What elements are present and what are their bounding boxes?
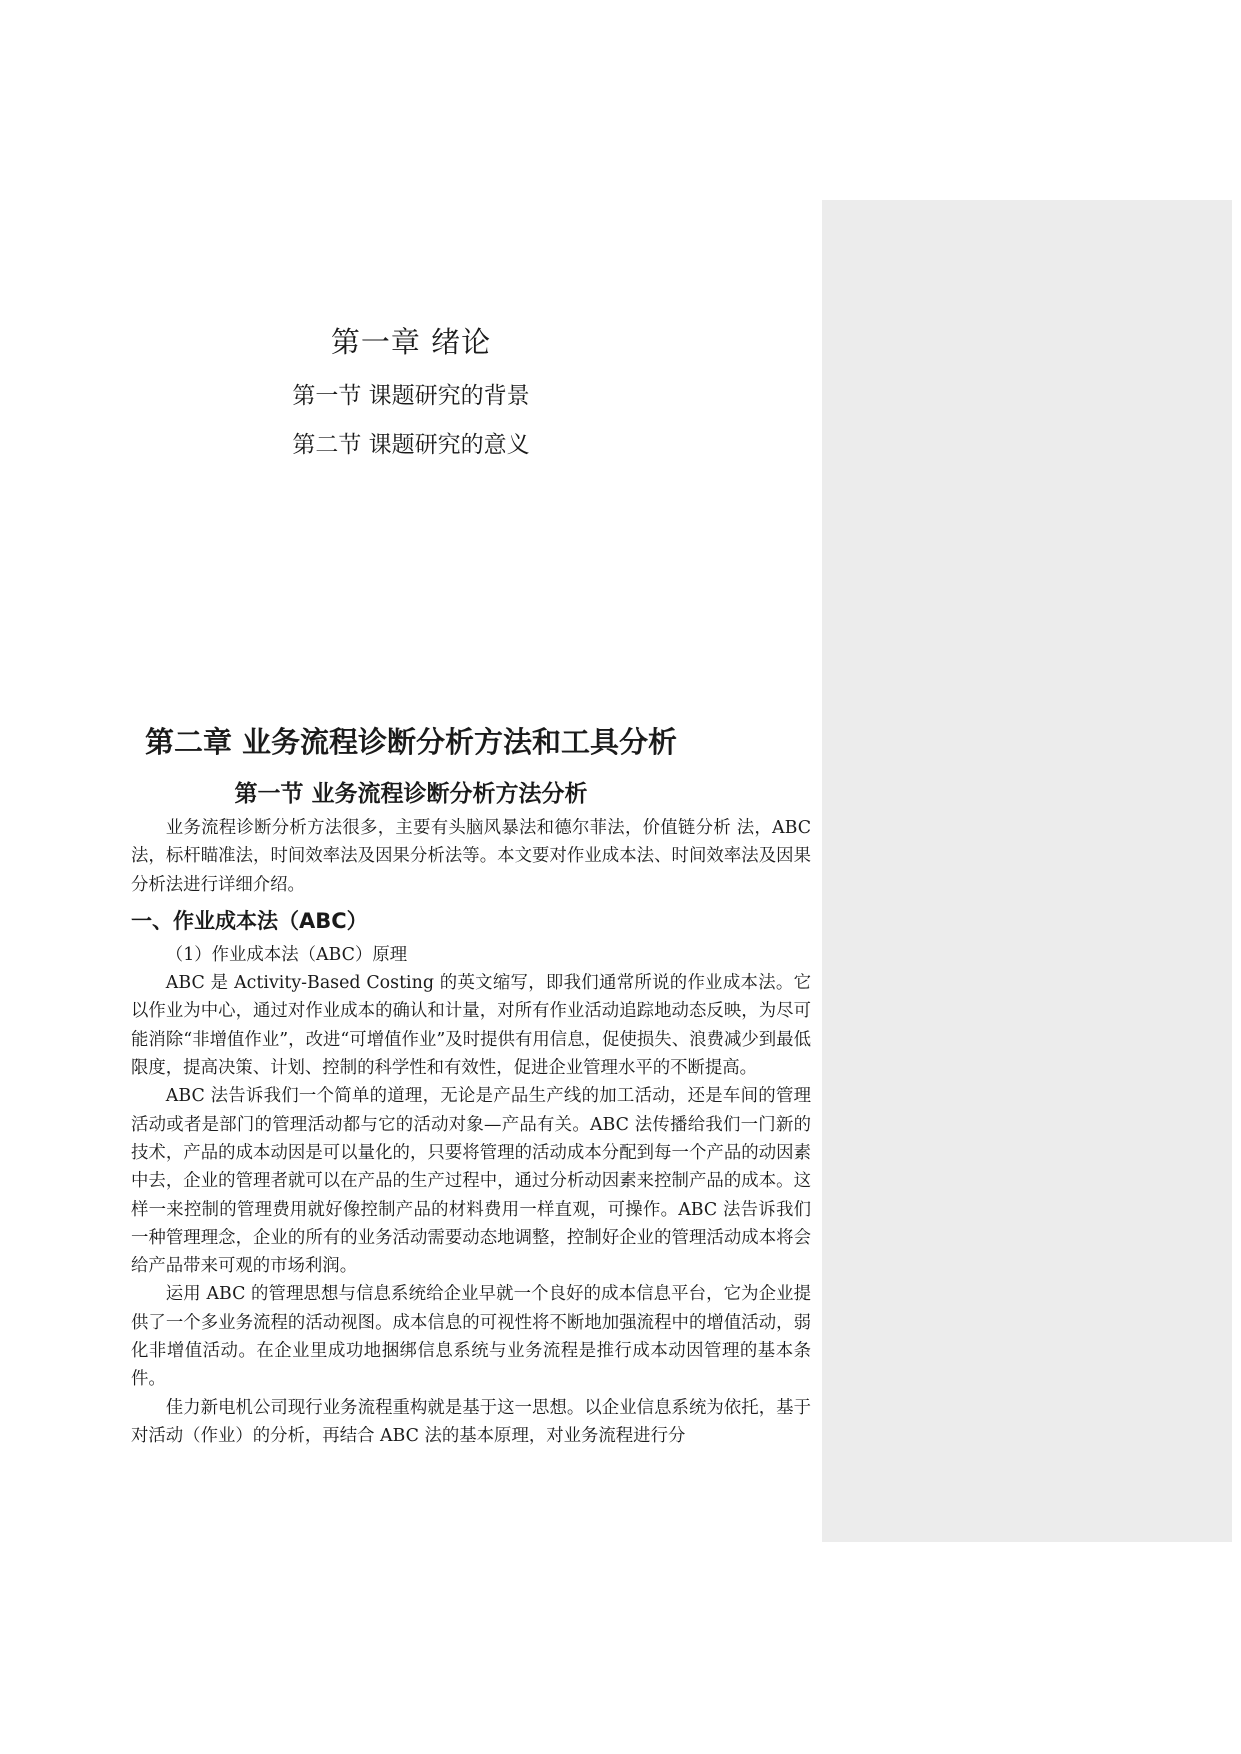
abc-principle-subheading: （1）作业成本法（ABC）原理 bbox=[165, 944, 408, 965]
intro-paragraph: 业务流程诊断分析方法很多，主要有头脑风暴法和德尔菲法，价值链分析 法，ABC 法，标杆瞄准法，时间效率法及因果分析法等。本文要对作业成本法、时间效率法及因果分析法进行详细介绍。 bbox=[131, 818, 811, 895]
chapter2-title: 第二章 业务流程诊断分析方法和工具分析 bbox=[144, 725, 678, 759]
chapter1-section2-heading: 第二节 课题研究的意义 bbox=[292, 432, 530, 458]
chapter2-section1-heading: 第一节 业务流程诊断分析方法分析 bbox=[234, 781, 588, 807]
chapter1-section1-heading: 第一节 课题研究的背景 bbox=[292, 383, 530, 409]
body-paragraph: 佳力新电机公司现行业务流程重构就是基于这一思想。以企业信息系统为依托，基于对活动（作业）的分析，再结合 ABC 法的基本原理，对业务流程进行分 bbox=[131, 1397, 811, 1446]
comment-pane bbox=[822, 200, 1232, 1542]
chapter1-title: 第一章 绪论 bbox=[330, 325, 492, 359]
body-paragraph: ABC 法告诉我们一个简单的道理，无论是产品生产线的加工活动，还是车间的管理活动或者是部门的管理活动都与它的活动对象—产品有关。ABC 法传播给我们一门新的技术，产品的成本动因是可以量化的，只要将管理的活动成本分配到每一个产品的动因素中去，企业的管理者就可以在产品的生产过程中，通过分析动因素来控制产品的成本。这样一来控制的管理费用就好像控制产品的材料费用一样直观，可操作。ABC 法告诉我们一种管理理念，企业的所有的业务活动需要动态地调整，控制好企业的管理活动成本将会给产品带来可观的市场利润。 bbox=[131, 1086, 811, 1277]
chapter2-body bbox=[131, 814, 811, 1450]
body-paragraph: ABC 是 Activity-Based Costing 的英文缩写，即我们通常所说的作业成本法。它以作业为中心，通过对作业成本的确认和计量，对所有作业活动追踪地动态反映，为尽可能消除“非增值作业”，改进“可增值作业”及时提供有用信息，促使损失、浪费减少到最低限度，提高决策、计划、控制的科学性和有效性，促进企业管理水平的不断提高。 bbox=[131, 973, 811, 1079]
body-paragraph: 运用 ABC 的管理思想与信息系统给企业早就一个良好的成本信息平台，它为企业提供了一个多业务流程的活动视图。成本信息的可视性将不断地加强流程中的增值活动，弱化非增值活动。在企业里成功地捆绑信息系统与业务流程是推行成本动因管理的基本条件。 bbox=[131, 1284, 811, 1390]
abc-heading: 一、作业成本法（ABC） bbox=[131, 908, 368, 933]
